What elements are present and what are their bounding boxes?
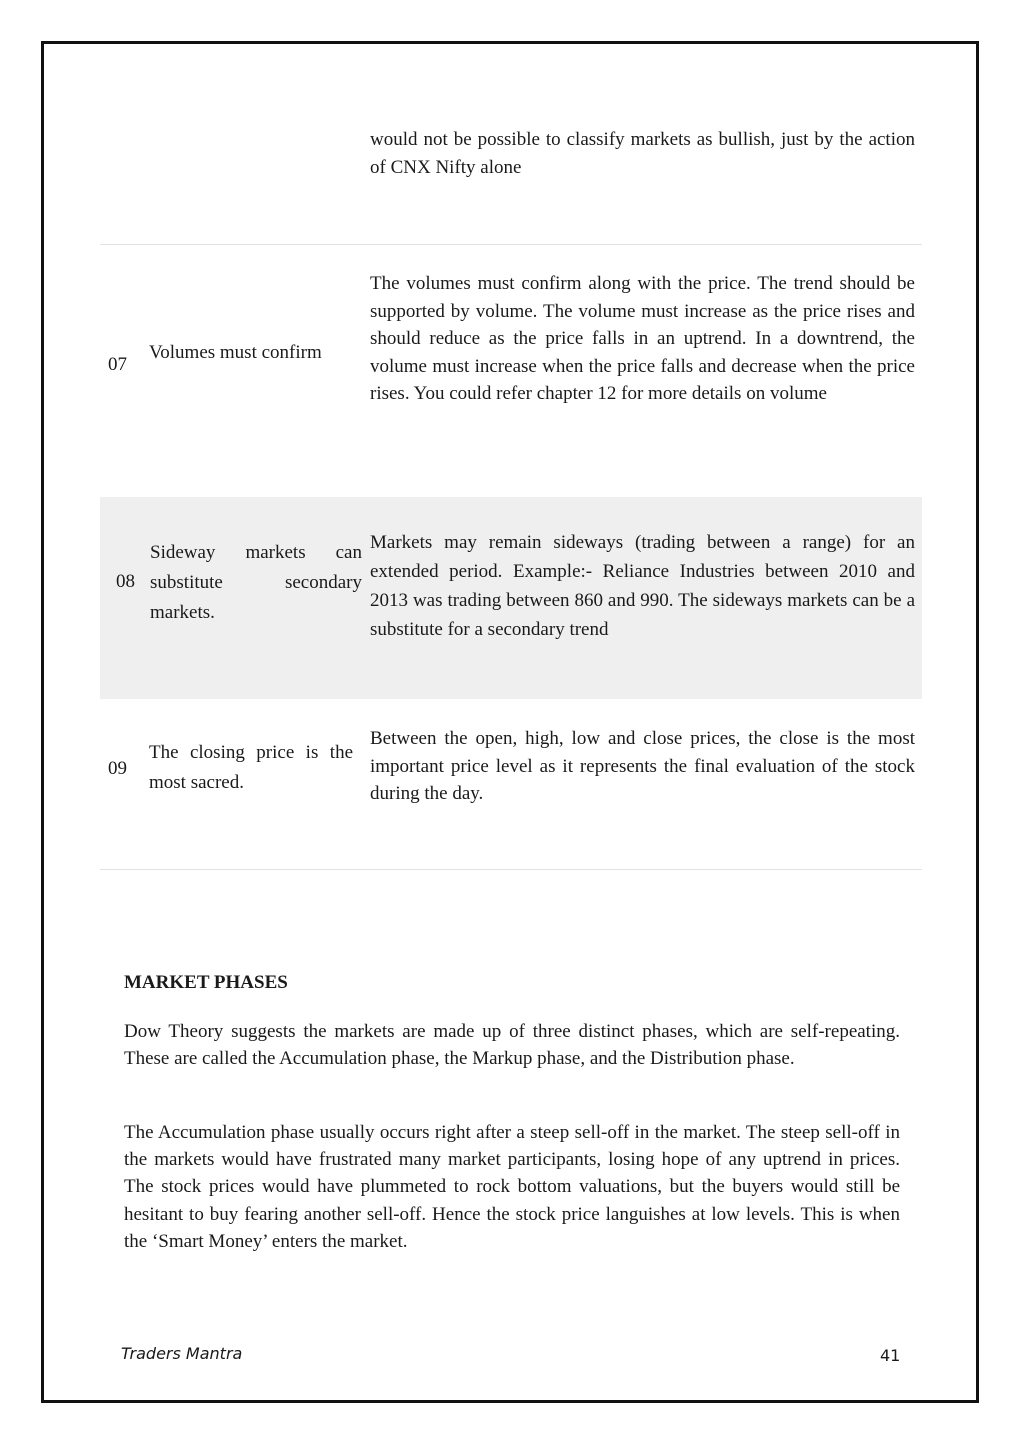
table-divider (100, 244, 922, 245)
table-row-title: Volumes must confirm (149, 342, 322, 363)
section-heading: MARKET PHASES (124, 972, 288, 993)
table-row-description: Between the open, high, low and close prices, the close is the most important price level as it represents the final evaluation of the stock during the day. (370, 728, 915, 804)
page-number: 41 (880, 1346, 901, 1365)
table-row-number: 08 (116, 571, 135, 592)
table-row-description: The volumes must confirm along with the price. The trend should be supported by volume. The volume must increase as the price rises and should reduce as the price falls in an uptrend. In a downtrend, the volume must increase when the price falls and decrease when the price rises. You could refer chapter 12 for more details on volume (370, 273, 915, 404)
table-row-number: 07 (108, 354, 127, 375)
table-carryover-description: would not be possible to classify markets as bullish, just by the action of CNX Nifty alone (370, 129, 915, 178)
body-paragraph: Dow Theory suggests the markets are made up of three distinct phases, which are self-repeating. These are called the Accumulation phase, the Markup phase, and the Distribution phase. (124, 1021, 900, 1070)
table-row-description: Markets may remain sideways (trading between a range) for an extended period. Example:- Reliance Industries between 2010 and 2013 was trading between 860 and 990. The sideways markets can be a substitute for a secondary trend (370, 532, 915, 640)
footer-brand: Traders Mantra (121, 1344, 243, 1363)
table-row-title: Sideway markets can substitute secondary markets. (150, 542, 362, 623)
body-paragraph: The Accumulation phase usually occurs right after a steep sell-off in the market. The steep sell-off in the markets would have frustrated many market participants, losing hope of any uptrend in prices. The stock prices would have plummeted to rock bottom valuations, but the buyers would still be hesitant to buy fearing another sell-off. Hence the stock price languishes at low levels. This is when the ‘Smart Money’ enters the market. (124, 1122, 900, 1252)
table-row-number: 09 (108, 758, 127, 779)
table-divider (100, 869, 922, 870)
table-row-title: The closing price is the most sacred. (149, 742, 353, 793)
